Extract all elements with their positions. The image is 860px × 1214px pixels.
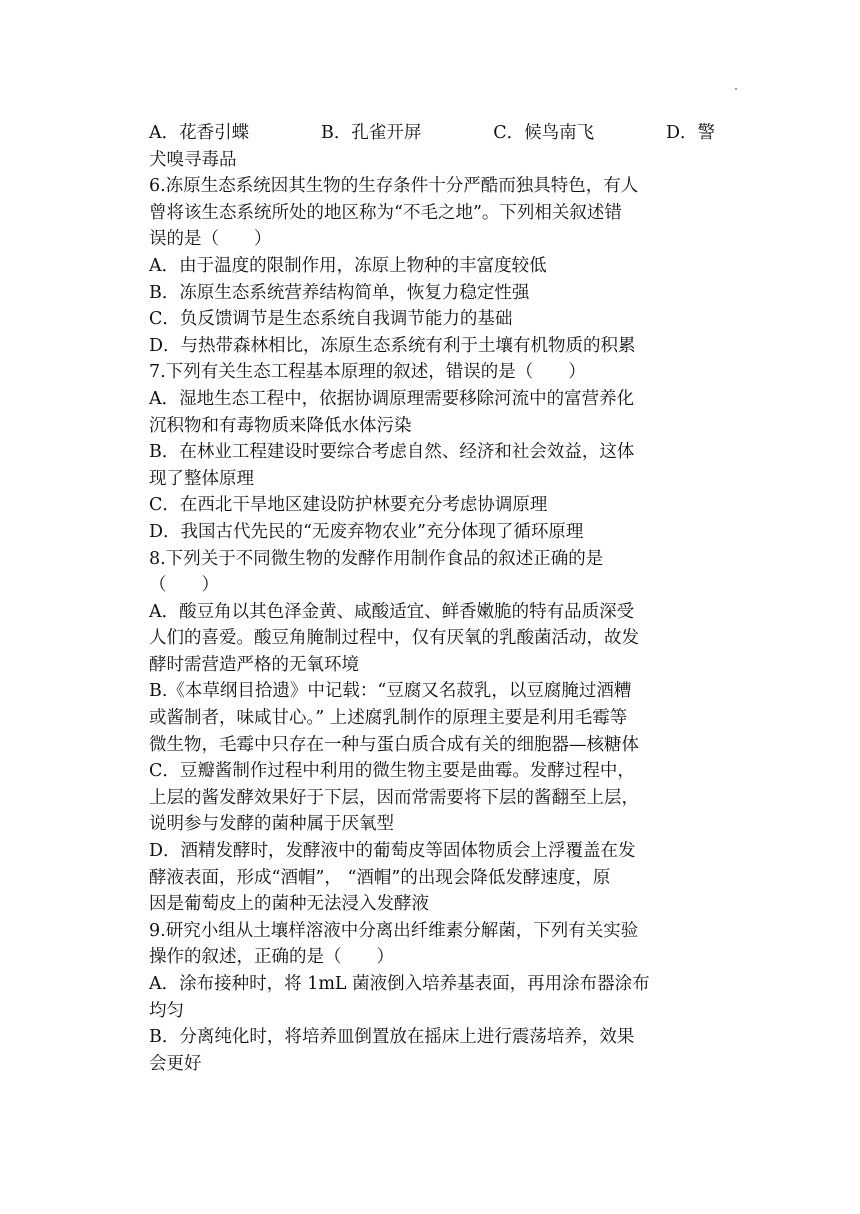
q9-option-b-line-2: 会更好 [149, 1053, 202, 1074]
q8-option-b-line-1: B.《本草纲目拾遗》中记载：“豆腐又名菽乳，以豆腐腌过酒糟 [149, 681, 632, 702]
q7-option-c: C．在西北干旱地区建设防护林要充分考虑协调原理 [149, 495, 548, 516]
document-page [149, 120, 715, 1077]
q8-option-a-line-1: A．酸豆角以其色泽金黄、咸酸适宜、鲜香嫩脆的特有品质深受 [149, 601, 635, 622]
q7-option-a-line-1: A．湿地生态工程中，依据协调原理需要移除河流中的富营养化 [149, 388, 635, 409]
q5-option-b: B．孔雀开屏 [320, 123, 422, 143]
q7-option-b-line-2: 现了整体原理 [149, 468, 254, 489]
q8-option-d-line-2: 酵液表面，形成“酒帽”， “酒帽”的出现会降低发酵速度，原 [149, 867, 611, 888]
q8-option-c-line-1: C．豆瓣酱制作过程中利用的微生物主要是曲霉。发酵过程中， [149, 761, 635, 782]
q5-option-a: A．花香引蝶 [149, 123, 250, 143]
q8-option-b-line-3: 微生物，毛霉中只存在一种与蛋白质合成有关的细胞器—核糖体 [149, 734, 639, 755]
q8-option-a-line-3: 酵时需营造严格的无氧环境 [149, 654, 359, 675]
page-speck [735, 88, 737, 90]
q9-stem-line-2: 操作的叙述，正确的是（ ） [149, 947, 394, 968]
q6-option-c: C．负反馈调节是生态系统自我调节能力的基础 [149, 309, 513, 330]
q8-option-d-line-1: D．酒精发酵时，发酵液中的葡萄皮等固体物质会上浮覆盖在发 [149, 841, 636, 862]
q7-stem: 7.下列有关生态工程基本原理的叙述，错误的是（ ） [149, 362, 586, 383]
q9-option-a-line-1: A．涂布接种时，将 1mL 菌液倒入培养基表面，再用涂布器涂布 [149, 974, 650, 994]
q5-options-row [149, 120, 715, 147]
q6-option-b: B．冻原生态系统营养结构简单，恢复力稳定性强 [149, 282, 530, 303]
q8-stem-line-2: （ ） [149, 575, 219, 596]
q8-option-b-line-2: 或酱制者，味咸甘心。” 上述腐乳制作的原理主要是利用毛霉等 [149, 708, 628, 729]
q8-option-c-line-3: 说明参与发酵的菌种属于厌氧型 [149, 814, 394, 835]
q6-option-a: A．由于温度的限制作用，冻原上物种的丰富度较低 [149, 255, 547, 276]
q6-stem-line-2: 曾将该生态系统所处的地区称为“不毛之地”。下列相关叙述错 [149, 202, 622, 223]
q6-stem-line-3: 误的是（ ） [149, 229, 272, 250]
q9-option-b-line-1: B．分离纯化时，将培养皿倒置放在摇床上进行震荡培养，效果 [149, 1027, 635, 1048]
q5-option-d: D．警 [665, 123, 715, 143]
q6-stem-line-1: 6.冻原生态系统因其生物的生存条件十分严酷而独具特色，有人 [149, 176, 639, 197]
q9-option-a-line-2: 均匀 [149, 1000, 184, 1021]
q7-option-d: D．我国古代先民的“无废弃物农业”充分体现了循环原理 [149, 521, 584, 542]
q5-option-d-continued: 犬嗅寻毒品 [149, 149, 237, 170]
q5-option-c: C．候鸟南飞 [493, 123, 595, 143]
q9-stem-line-1: 9.研究小组从土壤样溶液中分离出纤维素分解菌，下列有关实验 [149, 920, 639, 941]
q8-option-c-line-2: 上层的酱发酵效果好于下层，因而常需要将下层的酱翻至上层， [149, 787, 639, 808]
q8-stem-line-1: 8.下列关于不同微生物的发酵作用制作食品的叙述正确的是 [149, 548, 604, 569]
q7-option-a-line-2: 沉积物和有毒物质来降低水体污染 [149, 415, 412, 436]
q7-option-b-line-1: B．在林业工程建设时要综合考虑自然、经济和社会效益，这体 [149, 442, 635, 463]
q8-option-a-line-2: 人们的喜爱。酸豆角腌制过程中，仅有厌氧的乳酸菌活动，故发 [149, 628, 639, 649]
q6-option-d: D．与热带森林相比，冻原生态系统有利于土壤有机物质的积累 [149, 335, 636, 356]
q8-option-d-line-3: 因是葡萄皮上的菌种无法浸入发酵液 [149, 894, 429, 915]
